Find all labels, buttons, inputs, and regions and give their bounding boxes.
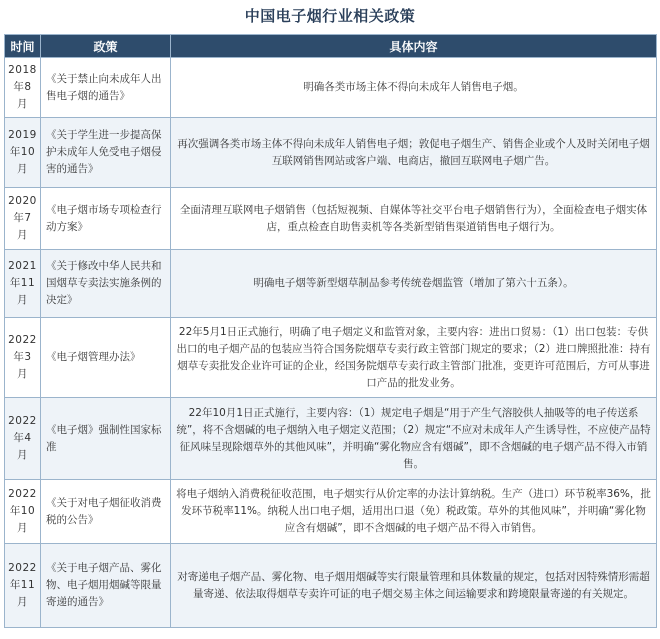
- row-policy: 《关于电子烟产品、雾化物、电子烟用烟碱等限量寄递的通告》: [41, 544, 171, 628]
- table-row: [5, 188, 657, 250]
- row-policy: 《关于禁止向未成年人出售电子烟的通告》: [41, 58, 171, 118]
- row-policy: 《电子烟市场专项检查行动方案》: [41, 188, 171, 250]
- row-content: 22年5月1日正式施行，明确了电子烟定义和监管对象，主要内容：进出口贸易：（1）出口包装：专供出口的电子烟产品的包装应当符合国务院烟草专卖行政主管部门规定的要求；（2）进口牌照批准：持有烟草专卖批发企业许可证的企业，经国务院烟草专卖行政主管部门批准，变更许可范围后，方可从事进口产品的批发业务。: [171, 318, 657, 398]
- table-row: [5, 250, 657, 318]
- row-time: 2020年7月: [5, 188, 41, 250]
- row-time: 2022年10月: [5, 480, 41, 544]
- header-policy: 政策: [41, 35, 171, 58]
- table-row: [5, 58, 657, 118]
- table-row: [5, 398, 657, 480]
- row-content: 明确各类市场主体不得向未成年人销售电子烟。: [171, 58, 657, 118]
- row-time: 2018年8月: [5, 58, 41, 118]
- row-time: 2021年11月: [5, 250, 41, 318]
- table-row: [5, 118, 657, 188]
- header-time: 时间: [5, 35, 41, 58]
- table-row: [5, 318, 657, 398]
- row-content: 将电子烟纳入消费税征收范围，电子烟实行从价定率的办法计算纳税。生产（进口）环节税率36%，批发环节税率11%。纳税人出口电子烟，适用出口退（免）税政策。草外的其他风味”，并明确“雾化物应含有烟碱”，即不含烟碱的电子烟产品不得入市销售。: [171, 480, 657, 544]
- row-policy: 《关于修改中华人民共和国烟草专卖法实施条例的决定》: [41, 250, 171, 318]
- row-time: 2022年3月: [5, 318, 41, 398]
- row-time: 2022年4月: [5, 398, 41, 480]
- row-content: 22年10月1日正式施行，主要内容：（1）规定电子烟是“用于产生气溶胶供人抽吸等的电子传送系统”，将不含烟碱的电子烟纳入电子烟定义范围；（2）规定“不应对未成年人产生诱导性，不应使产品特征风味呈现除烟草外的其他风味”，并明确“雾化物应含有烟碱”，即不含烟碱的电子烟产品不得入市销售。: [171, 398, 657, 480]
- row-content: 再次强调各类市场主体不得向未成年人销售电子烟；敦促电子烟生产、销售企业或个人及时关闭电子烟互联网销售网站或客户端、电商店，撤回互联网电子烟广告。: [171, 118, 657, 188]
- row-time: 2019年10月: [5, 118, 41, 188]
- row-content: 明确电子烟等新型烟草制品参考传统卷烟监管（增加了第六十五条）。: [171, 250, 657, 318]
- row-policy: 《电子烟》强制性国家标准: [41, 398, 171, 480]
- header-content: 具体内容: [171, 35, 657, 58]
- row-content: 全面清理互联网电子烟销售（包括短视频、自媒体等社交平台电子烟销售行为），全面检查电子烟实体店，重点检查自助售卖机等各类新型销售渠道销售电子烟行为。: [171, 188, 657, 250]
- table-row: [5, 480, 657, 544]
- row-policy: 《电子烟管理办法》: [41, 318, 171, 398]
- row-time: 2022年11月: [5, 544, 41, 628]
- policy-table: [4, 34, 657, 628]
- row-policy: 《关于学生进一步提高保护未成年人免受电子烟侵害的通告》: [41, 118, 171, 188]
- table-row: [5, 544, 657, 628]
- table-header-row: [5, 35, 657, 58]
- row-content: 对寄递电子烟产品、雾化物、电子烟用烟碱等实行限量管理和具体数量的规定，包括对因特殊情形需超量寄递、依法取得烟草专卖许可证的电子烟交易主体之间运输要求和跨境限量寄递的有关规定。: [171, 544, 657, 628]
- page-title: 中国电子烟行业相关政策: [244, 7, 416, 25]
- row-policy: 《关于对电子烟征收消费税的公告》: [41, 480, 171, 544]
